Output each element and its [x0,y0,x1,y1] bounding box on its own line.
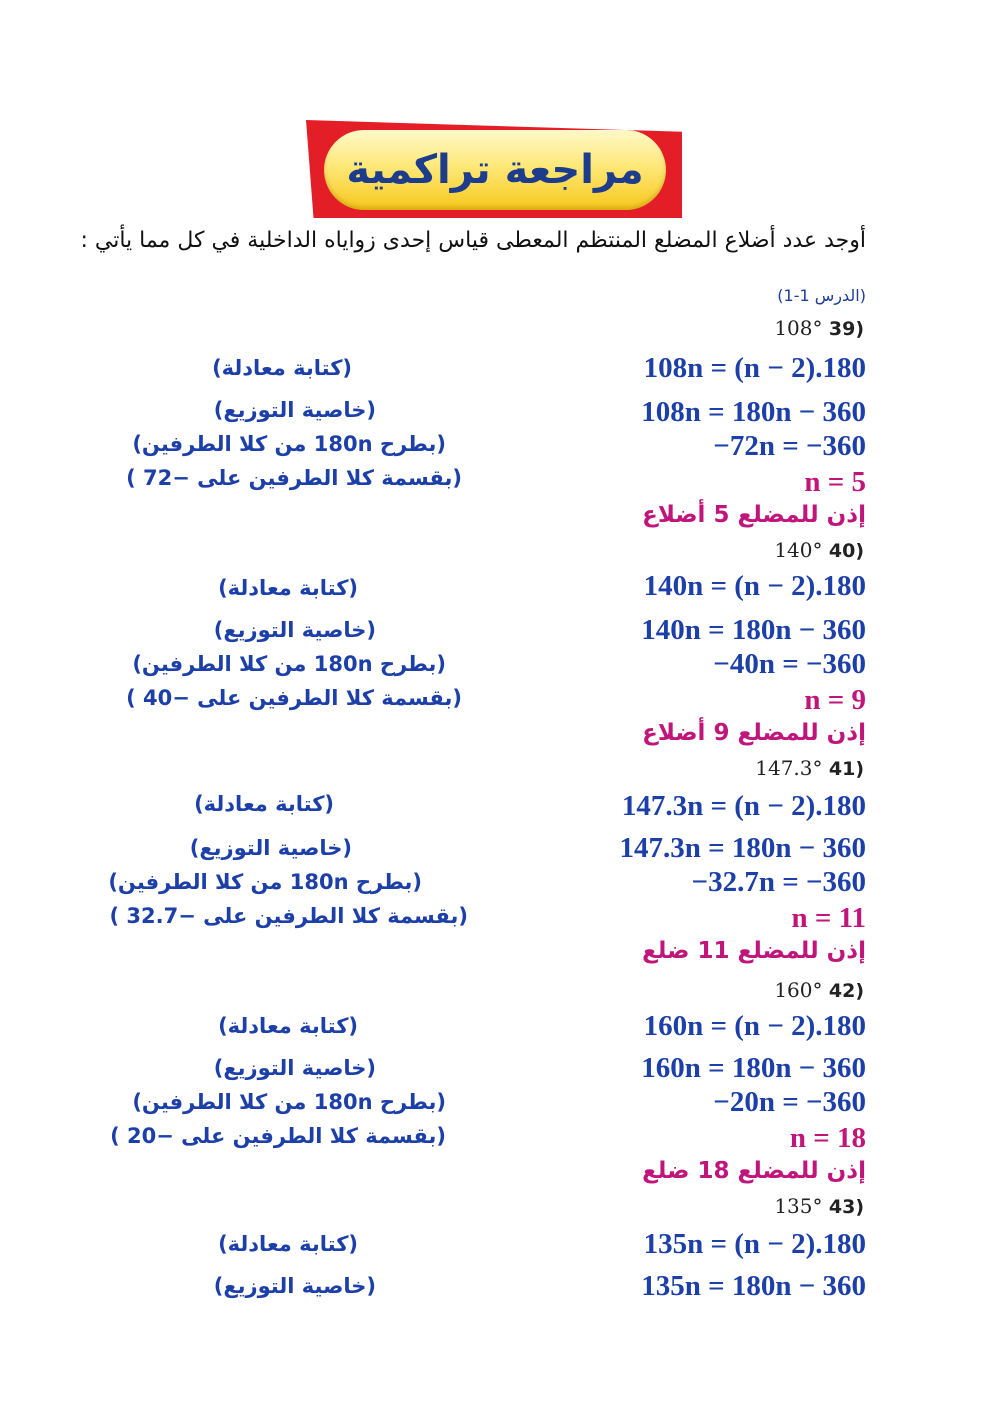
lesson-reference: (الدرس 1-1) [777,286,866,305]
instruction-text: أوجد عدد أضلاع المضلع المنتظم المعطى قياس إحدى زواياه الداخلية في كل مما يأتي : [80,228,866,253]
equation-step: 160n = (n − 2).180 [643,1010,866,1042]
step-note: (بقسمة كلا الطرفين على −72 ) [126,466,462,490]
equation-step: 135n = (n − 2).180 [643,1228,866,1260]
step-note: (خاصية التوزيع) [213,1274,376,1298]
step-note: (بقسمة كلا الطرفين على −40 ) [126,686,462,710]
problem-header [774,538,864,562]
angle-value: 147.3° [755,756,823,780]
problem-number: 41) [828,758,864,780]
step-note: (بطرح 180n من كلا الطرفين) [132,1090,446,1114]
equation-step: 147.3n = 180n − 360 [619,832,866,864]
step-note: (بطرح 180n من كلا الطرفين) [132,652,446,676]
angle-value: 140° [774,538,823,562]
step-note: (كتابة معادلة) [218,576,358,600]
angle-value: 160° [774,978,823,1002]
step-note: (كتابة معادلة) [218,1014,358,1038]
equation-step: 108n = (n − 2).180 [643,352,866,384]
equation-step: −32.7n = −360 [691,866,866,898]
step-note: (خاصية التوزيع) [213,618,376,642]
equation-step: 108n = 180n − 360 [641,396,866,428]
problem-header [774,1194,864,1218]
problem-header [755,756,864,780]
step-note: (بقسمة كلا الطرفين على −20 ) [110,1124,446,1148]
equation-answer: n = 11 [791,902,866,934]
step-note: (بطرح 180n من كلا الطرفين) [132,432,446,456]
problem-number: 40) [828,540,864,562]
problem-header [774,316,864,340]
equation-step: −40n = −360 [713,648,866,680]
page-title: مراجعة تراكمية [346,147,644,193]
conclusion-text: إذن للمضلع 5 أضلاع [642,502,866,528]
problem-number: 42) [828,980,864,1002]
step-note: (كتابة معادلة) [218,1232,358,1256]
step-note: (كتابة معادلة) [194,792,334,816]
equation-step: 140n = 180n − 360 [641,614,866,646]
conclusion-text: إذن للمضلع 9 أضلاع [642,720,866,746]
equation-answer: n = 9 [804,684,866,716]
step-note: (خاصية التوزيع) [213,1056,376,1080]
equation-step: 140n = (n − 2).180 [643,570,866,602]
equation-answer: n = 18 [789,1122,866,1154]
problem-number: 39) [828,318,864,340]
step-note: (خاصية التوزيع) [213,398,376,422]
equation-step: 160n = 180n − 360 [641,1052,866,1084]
problem-number: 43) [828,1196,864,1218]
title-banner [306,120,682,218]
step-note: (خاصية التوزيع) [189,836,352,860]
step-note: (بقسمة كلا الطرفين على −32.7 ) [109,904,468,928]
angle-value: 135° [774,1194,823,1218]
step-note: (كتابة معادلة) [212,356,352,380]
problem-header [774,978,864,1002]
conclusion-text: إذن للمضلع 11 ضلع [642,938,866,964]
equation-step: −72n = −360 [713,430,866,462]
equation-step: −20n = −360 [713,1086,866,1118]
step-note: (بطرح 180n من كلا الطرفين) [108,870,422,894]
equation-step: 147.3n = (n − 2).180 [621,790,866,822]
equation-step: 135n = 180n − 360 [641,1270,866,1302]
equation-answer: n = 5 [804,466,866,498]
conclusion-text: إذن للمضلع 18 ضلع [642,1158,866,1184]
angle-value: 108° [774,316,823,340]
